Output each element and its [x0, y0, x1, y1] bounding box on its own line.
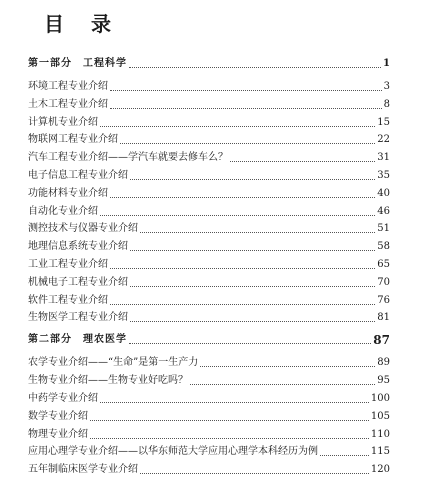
toc-entry-label: 功能材料专业介绍 [28, 187, 108, 199]
table-of-contents [28, 58, 390, 482]
dot-leader [90, 420, 369, 421]
toc-entry-label: 地理信息系统专业介绍 [28, 241, 128, 253]
toc-page-number: 70 [377, 276, 390, 288]
dot-leader [130, 286, 375, 287]
toc-entry-label: 物联网工程专业介绍 [28, 134, 118, 146]
toc-page-number: 110 [370, 428, 390, 440]
toc-entry[interactable] [28, 295, 390, 307]
toc-part-heading[interactable] [28, 58, 390, 70]
dot-leader [130, 321, 375, 322]
toc-entry-label: 环境工程专业介绍 [28, 81, 108, 92]
toc-entry[interactable] [28, 411, 390, 423]
toc-entry[interactable] [28, 117, 390, 129]
toc-page-number: 87 [373, 333, 390, 348]
toc-entry[interactable] [28, 312, 390, 324]
toc-entry-label: 生物医学工程专业介绍 [28, 312, 128, 324]
toc-entry[interactable] [28, 134, 390, 146]
toc-page-number: 31 [377, 152, 390, 164]
dot-leader [140, 232, 375, 233]
toc-entry[interactable] [28, 357, 390, 369]
dot-leader [129, 343, 371, 344]
toc-page-number: 100 [370, 392, 390, 404]
toc-page-number: 46 [377, 205, 390, 217]
toc-entry[interactable] [28, 99, 390, 111]
toc-page-number: 105 [370, 410, 390, 422]
toc-page-number: 95 [377, 375, 390, 387]
toc-page-number: 35 [377, 169, 390, 181]
toc-entry[interactable] [28, 446, 390, 458]
dot-leader [110, 304, 375, 305]
dot-leader [110, 90, 382, 91]
toc-entry-label: 中药学专业介绍 [28, 392, 98, 404]
toc-entry[interactable] [28, 277, 390, 289]
toc-entry-label: 数学专业介绍 [28, 410, 88, 422]
toc-entry[interactable] [28, 375, 390, 387]
toc-entry[interactable] [28, 464, 390, 476]
toc-entry[interactable] [28, 206, 390, 218]
toc-entry[interactable] [28, 259, 390, 271]
toc-entry-label: 土木工程专业介绍 [28, 98, 108, 110]
dot-leader [100, 402, 369, 403]
toc-entry-label: 计算机专业介绍 [28, 116, 98, 128]
toc-entry[interactable] [28, 241, 390, 253]
toc-page-number: 51 [377, 223, 390, 235]
dot-leader [100, 126, 375, 127]
toc-page-number: 15 [377, 116, 390, 128]
toc-entry[interactable] [28, 223, 390, 235]
toc-entry-label: 测控技术与仪器专业介绍 [28, 223, 138, 235]
toc-page-number: 3 [383, 81, 390, 92]
dot-leader [130, 250, 375, 251]
toc-page-number: 115 [370, 446, 390, 458]
dot-leader [320, 455, 369, 456]
toc-entry[interactable] [28, 393, 390, 405]
toc-entry[interactable] [28, 188, 390, 200]
toc-entry-label: 物理专业介绍 [28, 428, 88, 440]
dot-leader [129, 67, 381, 68]
dot-leader [200, 366, 375, 367]
toc-entry-label: 软件工程专业介绍 [28, 294, 108, 306]
dot-leader [230, 161, 375, 162]
toc-entry-label: 生物专业介绍——生物专业好吃吗？ [28, 375, 188, 387]
toc-entry-label: 农学专业介绍——“生命”是第一生产力 [28, 357, 199, 369]
dot-leader [140, 473, 369, 474]
toc-entry-label: 汽车工程专业介绍——学汽车就要去修车么？ [28, 152, 228, 164]
toc-page-number: 81 [377, 312, 390, 324]
toc-entry-label: 自动化专业介绍 [28, 205, 98, 217]
toc-entry-label: 机械电子工程专业介绍 [28, 276, 128, 288]
page-title: 目 录 [44, 12, 121, 36]
toc-entry[interactable] [28, 170, 390, 182]
toc-part-heading[interactable] [28, 334, 390, 346]
toc-entry-label: 工业工程专业介绍 [28, 258, 108, 270]
toc-page-number: 58 [377, 241, 390, 253]
dot-leader [110, 108, 382, 109]
toc-entry-label: 应用心理学专业介绍——以华东师范大学应用心理学本科经历为例 [28, 446, 318, 458]
toc-page-number: 22 [377, 134, 390, 146]
toc-page-number: 120 [370, 464, 390, 476]
toc-page-number: 76 [377, 294, 390, 306]
toc-page-number: 1 [383, 58, 390, 69]
toc-part-label: 第一部分 工程科学 [28, 58, 127, 69]
toc-entry[interactable] [28, 429, 390, 441]
toc-page-number: 8 [383, 98, 390, 110]
dot-leader [120, 143, 375, 144]
dot-leader [190, 384, 375, 385]
dot-leader [100, 215, 375, 216]
toc-entry[interactable] [28, 152, 390, 164]
toc-page-number: 40 [377, 187, 390, 199]
dot-leader [130, 179, 375, 180]
toc-entry[interactable] [28, 81, 390, 93]
dot-leader [110, 268, 375, 269]
toc-part-label: 第二部分 理农医学 [28, 334, 127, 346]
dot-leader [110, 197, 375, 198]
toc-page-number: 89 [377, 357, 390, 369]
toc-entry-label: 电子信息工程专业介绍 [28, 169, 128, 181]
dot-leader [90, 438, 369, 439]
toc-entry-label: 五年制临床医学专业介绍 [28, 464, 138, 476]
toc-page-number: 65 [377, 258, 390, 270]
